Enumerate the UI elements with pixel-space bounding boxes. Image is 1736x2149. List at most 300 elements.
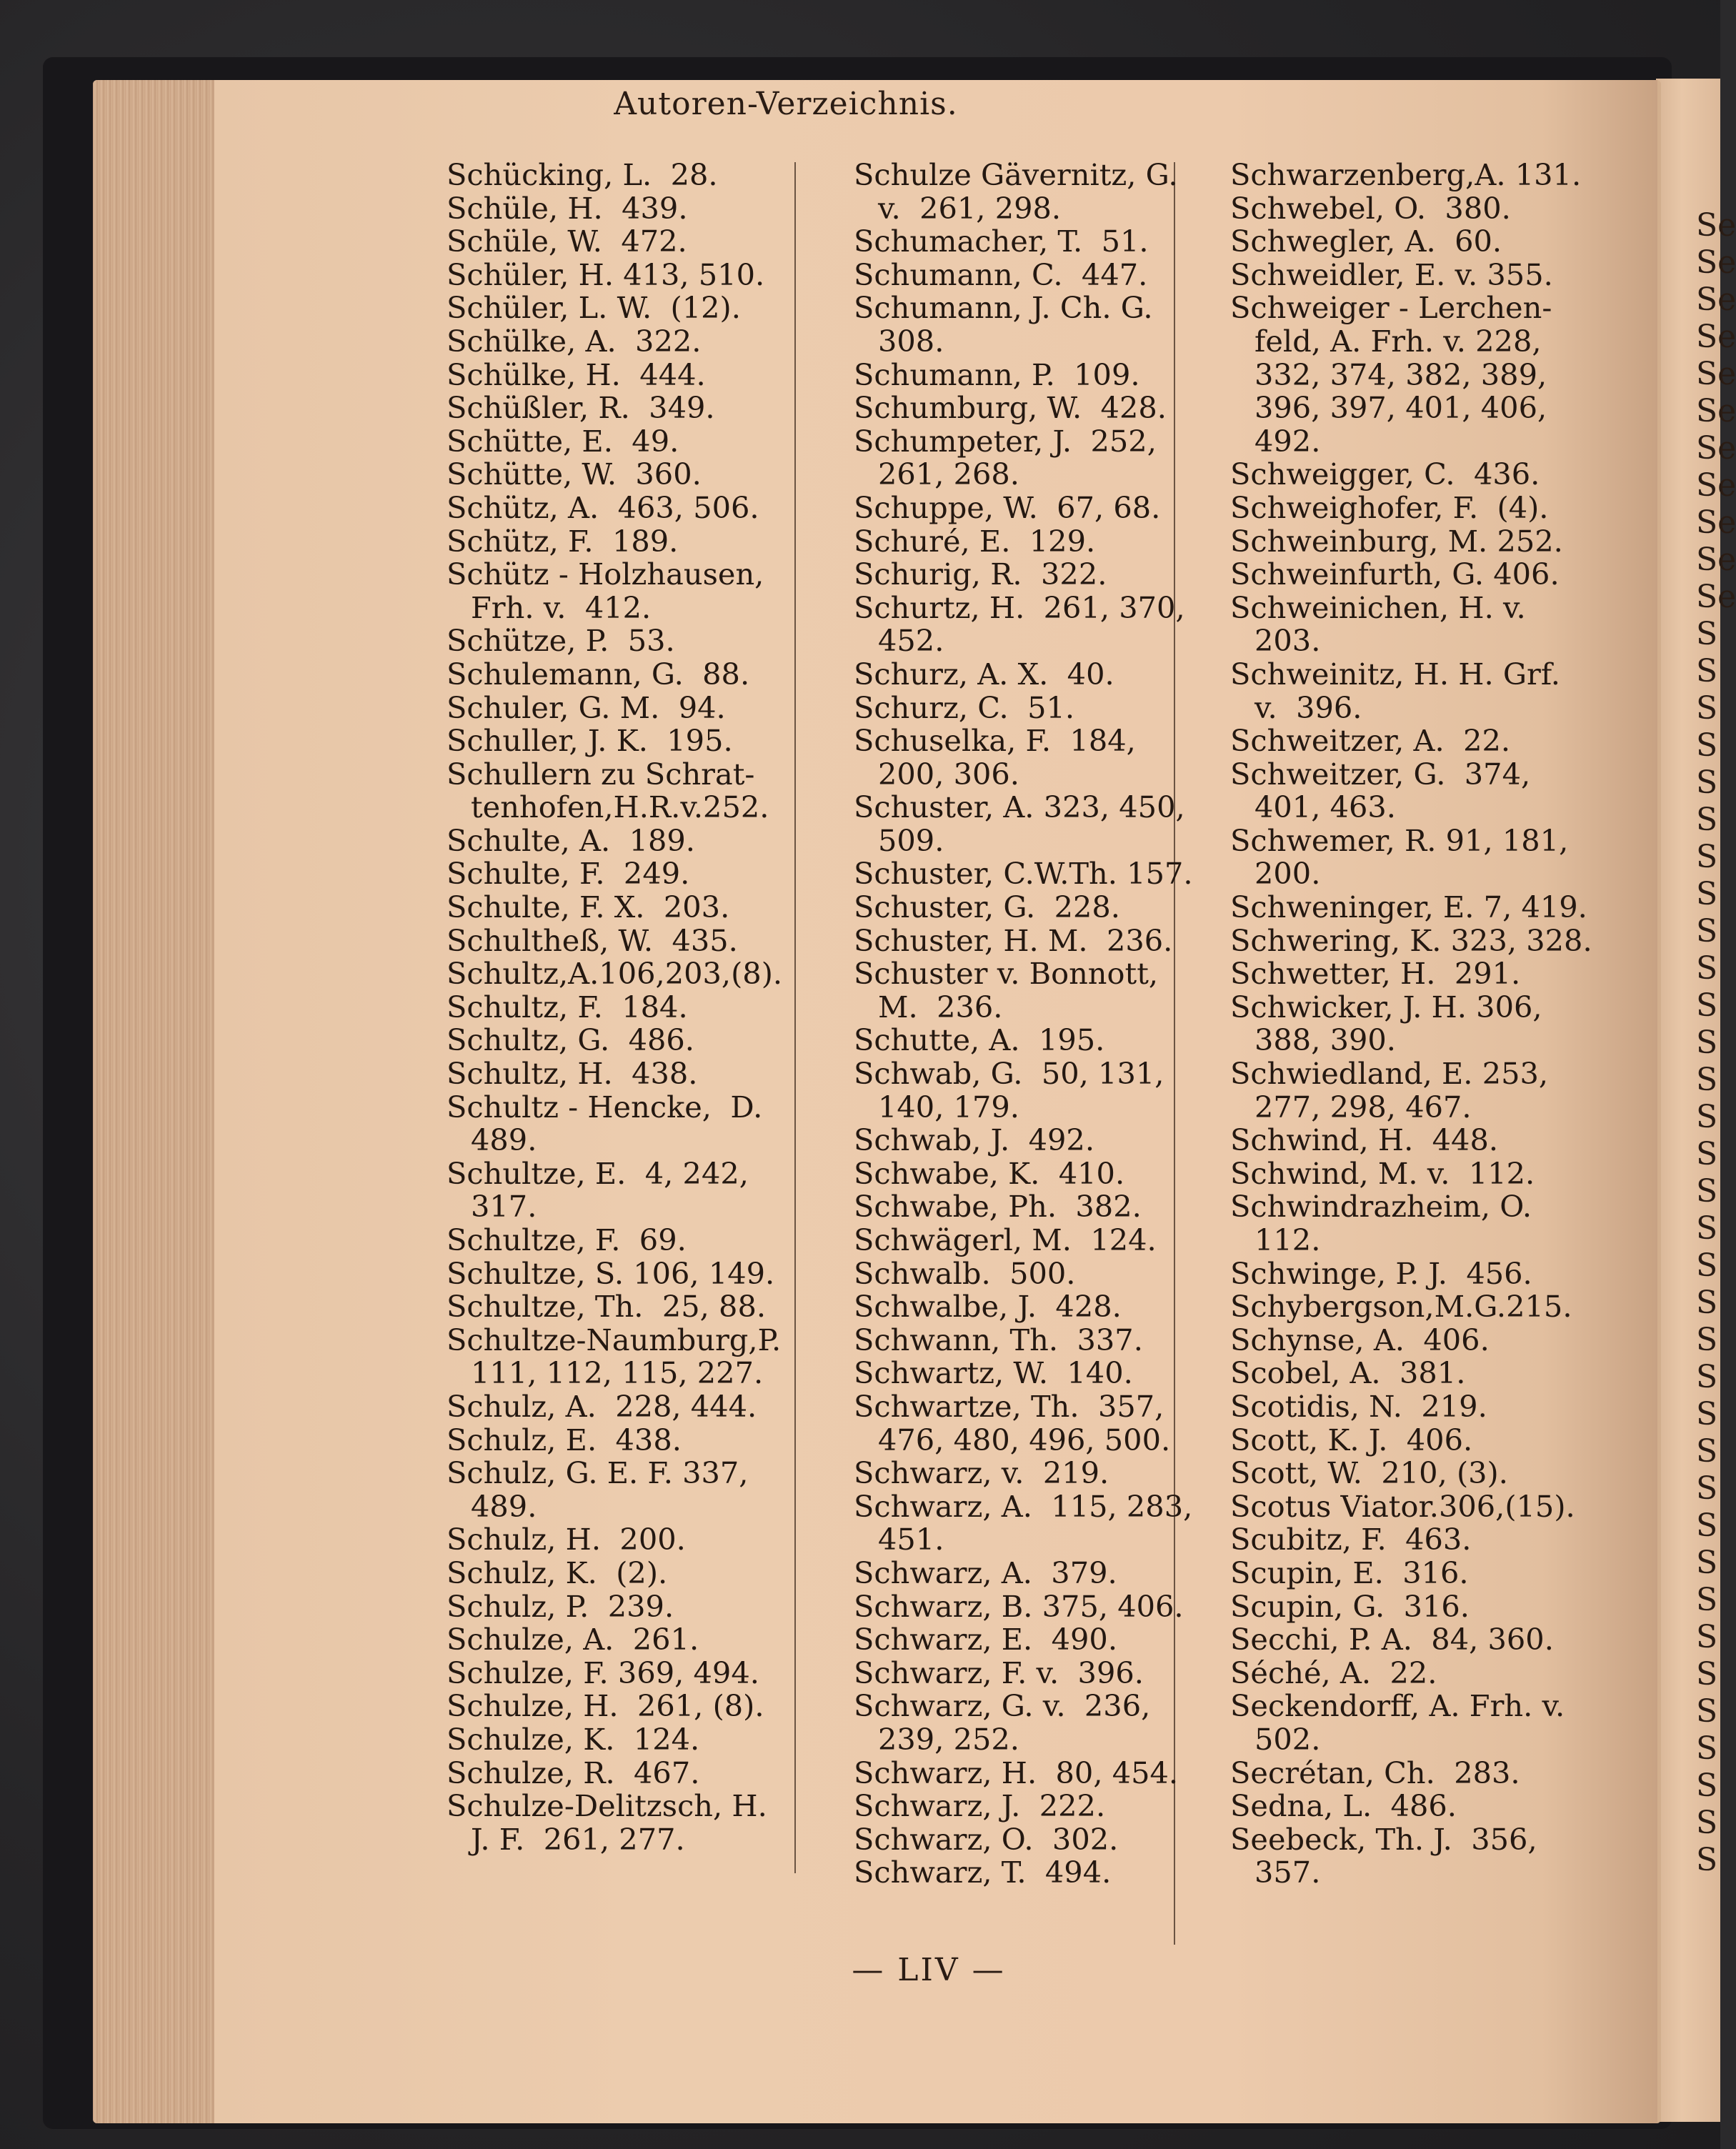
entry-line: Schulte, F. 249.	[447, 856, 690, 892]
entry-line: Schwetter, H. 291.	[1230, 956, 1521, 992]
facing-page-fragment: S	[1696, 1099, 1718, 1135]
index-entry	[1230, 192, 1587, 226]
index-entry	[447, 1024, 804, 1057]
entry-line: Schuster, G. 228.	[854, 889, 1120, 925]
entry-line: Schulz, K. (2).	[447, 1555, 668, 1590]
index-entry	[447, 1457, 804, 1523]
entry-line: Schweighofer, F. (4).	[1230, 489, 1549, 525]
entry-line: Schumann, J. Ch. G.	[854, 290, 1153, 326]
index-entry	[854, 589, 1211, 659]
entry-line: Schulte, F. X. 203.	[447, 889, 730, 925]
entry-line: Schwarz, G. v. 236,	[854, 1688, 1151, 1724]
entry-line: Schüßler, R. 349.	[447, 390, 715, 426]
entry-line: Schweigger, C. 436.	[1230, 457, 1540, 492]
facing-page-fragment: S	[1696, 1359, 1718, 1395]
entry-line: Schultz, G. 486.	[447, 1022, 694, 1058]
entry-line: Schulz, G. E. F. 337,	[447, 1455, 749, 1491]
facing-page-fragment: S	[1696, 950, 1718, 987]
entry-line: Schweinichen, H. v.	[1230, 589, 1526, 625]
entry-line: Schwinge, P. J. 456.	[1230, 1255, 1532, 1291]
page-number: — LIV —	[852, 1952, 1006, 1988]
entry-continuation: tenhofen,H.R.v.252.	[471, 789, 769, 825]
facing-page-fragment: S	[1696, 1842, 1718, 1878]
entry-line: Schulze Gävernitz, G.	[854, 157, 1178, 192]
index-entry	[447, 1257, 804, 1291]
entry-line: Schulze, R. 467.	[447, 1755, 700, 1790]
index-entry	[854, 1823, 1211, 1857]
index-entry	[854, 1190, 1211, 1224]
entry-line: Schwarz, T. 494.	[854, 1855, 1112, 1890]
facing-page-fragment: Se	[1696, 579, 1736, 615]
index-entry	[1230, 1757, 1587, 1790]
entry-line: Schwarz, E. 490.	[854, 1622, 1118, 1657]
index-entry	[1230, 1357, 1587, 1390]
index-entry	[854, 924, 1211, 958]
entry-line: Scott, W. 210, (3).	[1230, 1455, 1508, 1491]
facing-page-fragment: S	[1696, 1545, 1718, 1581]
entry-line: Schulz, P. 239.	[447, 1588, 674, 1624]
index-entry	[447, 924, 804, 958]
index-entry	[447, 724, 804, 758]
entry-line: Schwalbe, J. 428.	[854, 1289, 1122, 1325]
entry-line: Schwind, H. 448.	[1230, 1122, 1499, 1158]
index-page	[214, 80, 1657, 2123]
entry-continuation: 489.	[471, 1488, 537, 1524]
index-entry	[1230, 1457, 1587, 1490]
facing-page-fragment: S	[1696, 839, 1718, 875]
facing-page-fragment: S	[1696, 913, 1718, 949]
entry-line: Scupin, G. 316.	[1230, 1588, 1470, 1624]
index-entry	[1230, 1590, 1587, 1624]
index-entry	[1230, 957, 1587, 991]
entry-line: Schwägerl, M. 124.	[854, 1222, 1157, 1257]
entry-line: Schwicker, J. H. 306,	[1230, 989, 1542, 1024]
entry-line: Schütz - Holzhausen,	[447, 557, 764, 592]
facing-page-fragment: S	[1696, 764, 1718, 801]
index-entry	[447, 256, 804, 292]
entry-continuation: 401, 463.	[1254, 789, 1396, 825]
index-entry	[447, 1657, 804, 1690]
facing-page-fragment: Se	[1696, 393, 1736, 429]
facing-page-fragment: S	[1696, 690, 1718, 727]
entry-continuation: 200, 306.	[878, 756, 1019, 792]
index-entry	[854, 1224, 1211, 1257]
index-entry	[447, 624, 804, 658]
entry-line: Schweinfurth, G. 406.	[1230, 557, 1560, 592]
entry-line: Schwarzenberg,A. 131.	[1230, 157, 1582, 192]
index-entry	[854, 425, 1211, 492]
entry-line: Schwarz, H. 80, 454.	[854, 1755, 1179, 1790]
entry-line: Schultze, S. 106, 149.	[447, 1255, 775, 1291]
index-entry	[854, 1357, 1211, 1390]
entry-continuation: 200.	[1254, 856, 1321, 892]
entry-line: Schwarz, v. 219.	[854, 1455, 1109, 1491]
facing-page-fragment: Se	[1696, 244, 1736, 281]
index-entry	[447, 1091, 804, 1157]
facing-page-fragment: S	[1696, 1024, 1718, 1061]
entry-line: Schurig, R. 322.	[854, 557, 1107, 592]
index-entry	[854, 159, 1211, 225]
entry-continuation: 111, 112, 115, 227.	[471, 1355, 764, 1391]
index-entry	[1230, 1157, 1587, 1191]
entry-line: Schulte, A. 189.	[447, 822, 695, 858]
entry-line: Schwarz, F. v. 396.	[854, 1655, 1144, 1690]
index-entry	[854, 1057, 1211, 1124]
index-entry	[854, 291, 1211, 358]
entry-line: Seckendorff, A. Frh. v.	[1230, 1688, 1565, 1724]
facing-page-fragment: Se	[1696, 207, 1736, 244]
entry-line: Séché, A. 22.	[1230, 1655, 1437, 1690]
index-entry	[447, 425, 804, 459]
index-entry	[447, 957, 804, 991]
index-entry	[1230, 1424, 1587, 1457]
entry-line: Schütz, A. 463, 506.	[447, 489, 759, 525]
entry-continuation: 388, 390.	[1254, 1022, 1396, 1058]
entry-line: Schulz, H. 200.	[447, 1522, 686, 1557]
index-entry	[447, 192, 804, 226]
facing-page-fragment: S	[1696, 1470, 1718, 1507]
entry-line: Schwalb. 500.	[854, 1255, 1076, 1291]
index-entry	[1230, 1823, 1587, 1890]
entry-line: Schulze, H. 261, (8).	[447, 1688, 764, 1724]
index-entry	[854, 1290, 1211, 1324]
index-entry	[1230, 291, 1587, 458]
facing-page-edge	[1656, 79, 1736, 2122]
index-entry	[854, 1856, 1211, 1890]
index-entry	[447, 1690, 804, 1723]
entry-line: Schweninger, E. 7, 419.	[1230, 889, 1587, 925]
facing-page-fragment: Se	[1696, 356, 1736, 392]
entry-line: Schwabe, K. 410.	[854, 1155, 1125, 1191]
index-entry	[854, 489, 1211, 525]
entry-line: Secrétan, Ch. 283.	[1230, 1755, 1520, 1790]
index-entry	[854, 525, 1211, 559]
index-entry	[1230, 1190, 1587, 1257]
entry-line: Schultz,A.106,203,(8).	[447, 956, 783, 992]
entry-line: Schwemer, R. 91, 181,	[1230, 822, 1569, 858]
index-column-1	[447, 159, 804, 1856]
index-entry	[1230, 1290, 1587, 1324]
index-entry	[1230, 256, 1587, 292]
entry-line: Schuppe, W. 67, 68.	[854, 489, 1161, 525]
index-entry	[1230, 891, 1587, 924]
index-entry	[447, 1057, 804, 1091]
entry-continuation: 317.	[471, 1189, 537, 1225]
entry-line: Schurtz, H. 261, 370,	[854, 589, 1185, 625]
index-entry	[1230, 1257, 1587, 1291]
index-entry	[1230, 558, 1587, 592]
entry-line: Schweinburg, M. 252.	[1230, 523, 1563, 559]
index-entry	[447, 658, 804, 692]
entry-line: Schynse, A. 406.	[1230, 1322, 1490, 1357]
entry-line: Schütte, W. 360.	[447, 457, 702, 492]
index-entry	[854, 1024, 1211, 1057]
index-column-3	[1230, 157, 1592, 1890]
facing-page-fragment: S	[1696, 616, 1718, 652]
facing-page-fragment: S	[1696, 1210, 1718, 1247]
facing-page-fragment: S	[1696, 1582, 1718, 1618]
entry-continuation: 277, 298, 467.	[1254, 1089, 1472, 1125]
entry-continuation: 140, 179.	[878, 1089, 1019, 1125]
index-entry	[1230, 1690, 1587, 1756]
entry-line: Schultze, F. 69.	[447, 1222, 687, 1257]
index-entry	[854, 1324, 1211, 1357]
facing-page-fragment: S	[1696, 1173, 1718, 1210]
index-entry	[447, 891, 804, 924]
entry-line: Schwegler, A. 60.	[1230, 224, 1502, 259]
entry-line: Schultz - Hencke, D.	[447, 1089, 763, 1125]
entry-line: Schwann, Th. 337.	[854, 1322, 1143, 1357]
entry-line: Schulze, A. 261.	[447, 1622, 699, 1657]
facing-page-fragment: S	[1696, 1062, 1718, 1098]
entry-line: Schullern zu Schrat-	[447, 756, 755, 792]
index-entry	[854, 558, 1211, 592]
index-entry	[447, 1590, 804, 1624]
entry-line: Schweiger - Lerchen-	[1230, 290, 1552, 326]
entry-line: Schüle, W. 472.	[447, 224, 687, 259]
index-entry	[447, 1623, 804, 1657]
index-entry	[1230, 1557, 1587, 1590]
entry-line: Secchi, P. A. 84, 360.	[1230, 1622, 1554, 1657]
facing-page-fragment: Se	[1696, 504, 1736, 541]
entry-continuation: 239, 252.	[878, 1721, 1019, 1757]
entry-line: Schultze, E. 4, 242,	[447, 1155, 749, 1191]
index-entry	[1230, 1790, 1587, 1823]
entry-line: Schücking, L. 28.	[447, 157, 718, 192]
index-entry	[854, 1257, 1211, 1291]
index-entry	[1230, 1124, 1587, 1157]
index-entry	[447, 1523, 804, 1557]
entry-line: Schutte, A. 195.	[854, 1022, 1105, 1058]
entry-line: Schumpeter, J. 252,	[854, 423, 1157, 459]
entry-line: Schumburg, W. 428.	[854, 390, 1167, 426]
entry-line: Schwartze, Th. 357,	[854, 1388, 1164, 1424]
index-entry	[447, 1324, 804, 1390]
index-entry	[1230, 1523, 1587, 1557]
entry-continuation: 203.	[1254, 623, 1321, 659]
facing-page-fragment: S	[1696, 1656, 1718, 1692]
index-entry	[1230, 159, 1587, 192]
index-entry	[854, 857, 1211, 891]
index-entry	[854, 225, 1211, 259]
facing-page-fragment: S	[1696, 1433, 1718, 1470]
facing-page-fragment: S	[1696, 987, 1718, 1024]
entry-continuation: 451.	[878, 1522, 944, 1557]
entry-continuation: M. 236.	[878, 989, 1003, 1024]
entry-line: Schwarz, A. 379.	[854, 1555, 1117, 1590]
index-entry	[447, 1424, 804, 1457]
entry-continuation: feld, A. Frh. v. 228,	[1254, 323, 1542, 359]
entry-line: Schultz, H. 438.	[447, 1056, 698, 1092]
facing-page-fragment: Se	[1696, 542, 1736, 578]
entry-line: Schumacher, T. 51.	[854, 224, 1149, 259]
entry-continuation: 492.	[1254, 423, 1321, 459]
entry-line: Schulze, K. 124.	[447, 1721, 700, 1757]
index-entry	[854, 1557, 1211, 1590]
facing-page-fragment: S	[1696, 727, 1718, 764]
entry-continuation: 261, 268.	[878, 457, 1019, 492]
entry-line: Schulz, E. 438.	[447, 1422, 682, 1457]
index-entry	[1230, 225, 1587, 259]
entry-line: Schwebel, O. 380.	[1230, 190, 1511, 226]
entry-line: Schülke, A. 322.	[447, 323, 702, 359]
index-entry	[854, 1124, 1211, 1157]
index-entry	[854, 1690, 1211, 1756]
index-entry	[854, 1657, 1211, 1690]
index-entry	[1230, 458, 1587, 492]
entry-continuation: 357.	[1254, 1855, 1321, 1890]
entry-line: Schwarz, B. 375, 406.	[854, 1588, 1184, 1624]
entry-line: Scotidis, N. 219.	[1230, 1388, 1487, 1424]
facing-page-fragment: S	[1696, 1396, 1718, 1432]
index-entry	[447, 392, 804, 425]
index-entry	[1230, 658, 1587, 724]
entry-line: Schurz, A. X. 40.	[854, 656, 1114, 692]
index-entry	[1230, 724, 1587, 758]
index-entry	[854, 791, 1211, 857]
index-entry	[447, 1557, 804, 1590]
facing-page-fragment: Se	[1696, 467, 1736, 504]
index-entry	[447, 758, 804, 824]
index-entry	[1230, 525, 1587, 559]
index-entry	[447, 1290, 804, 1324]
index-entry	[1230, 1623, 1587, 1657]
entry-line: Schwindrazheim, O.	[1230, 1189, 1532, 1225]
facing-page-fragment: S	[1696, 1285, 1718, 1321]
facing-page-fragment: S	[1696, 1136, 1718, 1172]
entry-continuation: v. 396.	[1254, 689, 1362, 725]
entry-line: Schweitzer, A. 22.	[1230, 723, 1511, 759]
facing-page-fragment: S	[1696, 1730, 1718, 1767]
entry-continuation: 489.	[471, 1122, 537, 1158]
index-entry	[854, 392, 1211, 425]
entry-line: Schuler, G. M. 94.	[447, 689, 726, 725]
entry-line: Schweitzer, G. 374,	[1230, 756, 1531, 792]
entry-line: Scott, K. J. 406.	[1230, 1422, 1473, 1457]
entry-line: Scubitz, F. 463.	[1230, 1522, 1472, 1557]
entry-line: Scobel, A. 381.	[1230, 1355, 1466, 1391]
index-entry	[447, 1757, 804, 1790]
entry-line: Schulemann, G. 88.	[447, 656, 750, 692]
entry-line: Schuster, C.W.Th. 157.	[854, 856, 1193, 892]
index-entry	[1230, 991, 1587, 1057]
entry-line: Schütze, P. 53.	[447, 623, 675, 659]
entry-line: Schumann, C. 447.	[854, 256, 1148, 292]
facing-page-fragment: S	[1696, 876, 1718, 912]
entry-line: Schwering, K. 323, 328.	[1230, 922, 1592, 958]
index-entry	[447, 824, 804, 858]
entry-continuation: 476, 480, 496, 500.	[878, 1422, 1171, 1457]
entry-line: Schwartz, W. 140.	[854, 1355, 1133, 1391]
entry-line: Schüler, L. W. (12).	[447, 290, 741, 326]
index-entry	[854, 957, 1211, 1024]
index-entry	[854, 1457, 1211, 1490]
index-entry	[1230, 1057, 1587, 1124]
entry-continuation: 396, 397, 401, 406,	[1254, 390, 1547, 426]
index-entry	[854, 1390, 1211, 1457]
facing-page-fragment: S	[1696, 802, 1718, 838]
index-entry	[1230, 1490, 1587, 1524]
index-entry	[447, 225, 804, 259]
index-entry	[447, 458, 804, 492]
entry-line: Schütte, E. 49.	[447, 423, 679, 459]
entry-line: Schwarz, O. 302.	[854, 1821, 1119, 1857]
index-column-2	[854, 159, 1211, 1890]
index-entry	[854, 658, 1211, 692]
index-entry	[854, 689, 1211, 725]
entry-line: Schweinitz, H. H. Grf.	[1230, 656, 1560, 692]
index-entry	[854, 256, 1211, 292]
index-entry	[854, 1490, 1211, 1557]
index-entry	[854, 724, 1211, 791]
entry-line: Schumann, P. 109.	[854, 356, 1140, 392]
entry-line: Schultze-Naumburg,P.	[447, 1322, 782, 1357]
facing-page-fragment: S	[1696, 1767, 1718, 1804]
index-entry	[1230, 758, 1587, 824]
entry-line: Schuselka, F. 184,	[854, 723, 1136, 759]
index-entry	[1230, 1390, 1587, 1424]
entry-line: Schweidler, E. v. 355.	[1230, 256, 1553, 292]
entry-line: Schuller, J. K. 195.	[447, 723, 733, 759]
entry-line: Schüle, H. 439.	[447, 190, 688, 226]
entry-line: Schülke, H. 444.	[447, 356, 706, 392]
index-entry	[1230, 1657, 1587, 1690]
index-entry	[1230, 1324, 1587, 1357]
index-entry	[447, 1157, 804, 1224]
entry-line: Sedna, L. 486.	[1230, 1788, 1457, 1824]
index-entry	[854, 1623, 1211, 1657]
entry-line: Schwarz, J. 222.	[854, 1788, 1106, 1824]
entry-continuation: 308.	[878, 323, 944, 359]
entry-line: Schuré, E. 129.	[854, 523, 1096, 559]
entry-line: Schwind, M. v. 112.	[1230, 1155, 1535, 1191]
facing-page-fragment: S	[1696, 1693, 1718, 1730]
index-entry	[447, 558, 804, 624]
page-edges	[93, 80, 214, 2123]
entry-line: Schulze-Delitzsch, H.	[447, 1788, 767, 1824]
index-entry	[447, 1790, 804, 1856]
entry-line: Schüler, H. 413, 510.	[447, 256, 765, 292]
entry-continuation: 502.	[1254, 1721, 1321, 1757]
index-entry	[854, 1157, 1211, 1191]
index-entry	[854, 1790, 1211, 1823]
entry-continuation: 452.	[878, 623, 944, 659]
index-entry	[447, 991, 804, 1024]
index-entry	[447, 1723, 804, 1757]
entry-continuation: Frh. v. 412.	[471, 589, 652, 625]
entry-continuation: 332, 374, 382, 389,	[1254, 356, 1547, 392]
entry-line: Schwab, J. 492.	[854, 1122, 1095, 1158]
entry-line: Schuster v. Bonnott,	[854, 956, 1159, 992]
entry-line: Schybergson,M.G.215.	[1230, 1289, 1572, 1325]
facing-page-fragment: S	[1696, 1247, 1718, 1284]
entry-continuation: J. F. 261, 277.	[471, 1821, 685, 1857]
running-head: Autoren-Verzeichnis.	[614, 86, 958, 122]
facing-page-fragment: S	[1696, 653, 1718, 689]
index-entry	[854, 891, 1211, 924]
index-entry	[447, 159, 804, 192]
entry-line: Schwarz, A. 115, 283,	[854, 1488, 1193, 1524]
entry-line: Schwabe, Ph. 382.	[854, 1189, 1142, 1225]
entry-line: Scotus Viator.306,(15).	[1230, 1488, 1575, 1524]
index-entry	[854, 1757, 1211, 1790]
index-entry	[854, 1590, 1211, 1624]
entry-line: Schultze, Th. 25, 88.	[447, 1289, 767, 1325]
index-entry	[447, 291, 804, 325]
facing-page-fragment: S	[1696, 1619, 1718, 1655]
entry-line: Schulze, F. 369, 494.	[447, 1655, 759, 1690]
facing-page-fragment: S	[1696, 1507, 1718, 1544]
